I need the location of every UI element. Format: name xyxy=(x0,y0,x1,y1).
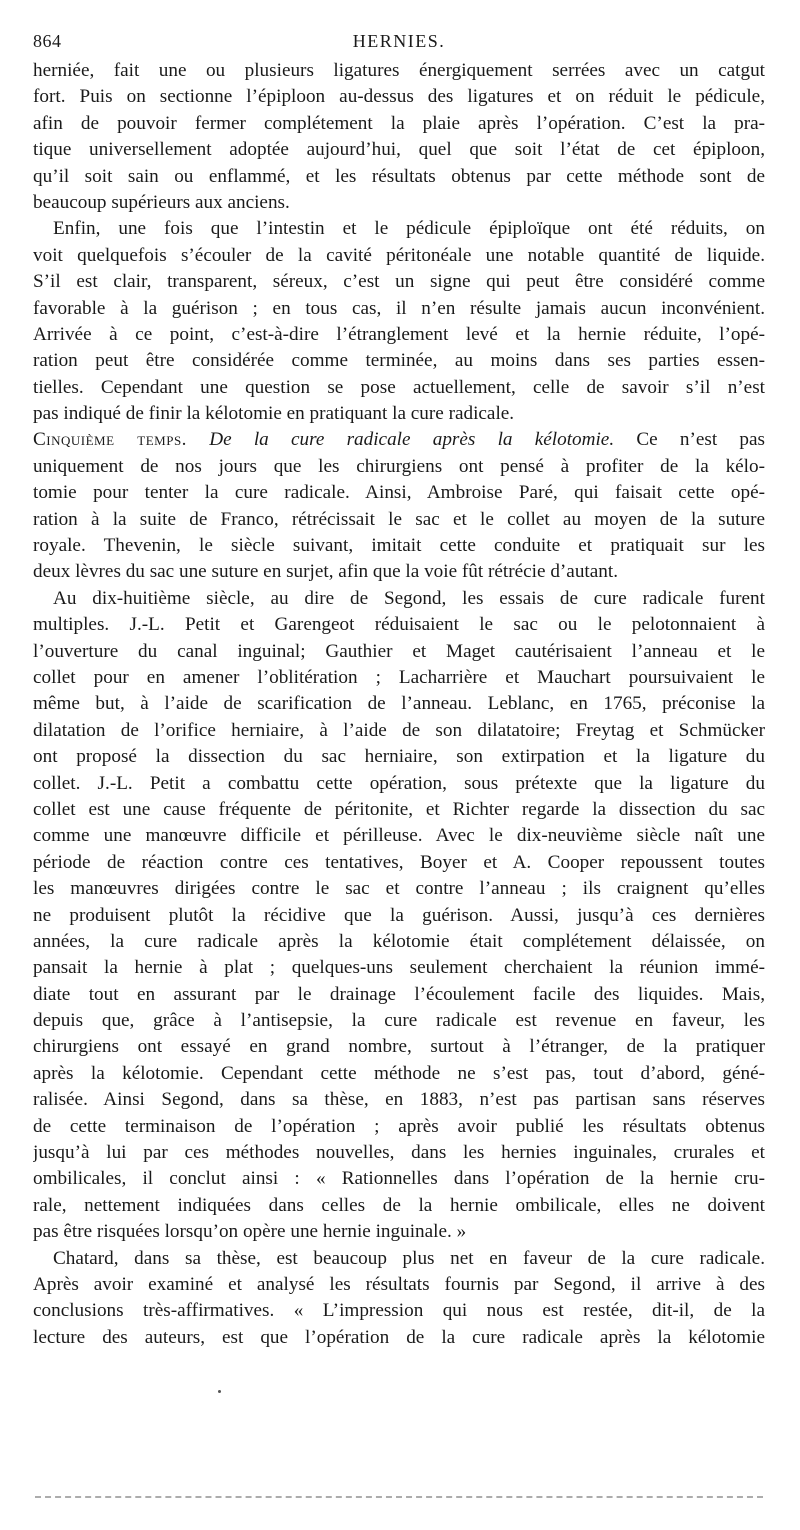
text-line: conclusions très-affirmatives. « L’impression qui nous est restée, dit-il, de la xyxy=(33,1300,765,1322)
text-line: collet est une cause fréquente de péritonite, et Richter regarde la dissection du sac xyxy=(33,798,765,820)
text-line: deux lèvres du sac une suture en surjet, afin que la voie fût rétrécie d’autant. xyxy=(33,561,618,583)
text-line: pansait la hernie à plat ; quelques-uns seulement cherchaient la réunion immé- xyxy=(33,957,765,979)
text-line: lecture des auteurs, est que l’opération de la cure radicale après la kélotomie xyxy=(33,1326,765,1348)
text-line: herniée, fait une ou plusieurs ligatures énergiquement serrées avec un catgut xyxy=(33,60,765,81)
section-heading-line xyxy=(33,427,765,453)
text-line: qu’il soit sain ou enflammé, et les résultats obtenus par cette méthode sont de xyxy=(33,165,765,187)
text-line: tique universellement adoptée aujourd’hui, quel que soit l’état de cet épiploon, xyxy=(33,139,765,161)
text-line: après la kélotomie. Cependant cette méthode ne s’est pas, tout d’abord, géné- xyxy=(33,1062,765,1084)
stray-ink-dot xyxy=(218,1390,221,1393)
text-line: tielles. Cependant une question se pose actuellement, celle de savoir s’il n’est xyxy=(33,376,765,398)
text-line: collet. J.-L. Petit a combattu cette opération, sous prétexte que la ligature du xyxy=(33,772,765,794)
text-line: ralisée. Ainsi Segond, dans sa thèse, en 1883, n’est pas partisan sans réserves xyxy=(33,1089,765,1111)
text-line: favorable à la guérison ; en tous cas, il n’en résulte jamais aucun inconvénient. xyxy=(33,297,765,319)
text-line: rale, nettement indiquées dans celles de la hernie ombilicale, elles ne doivent xyxy=(33,1194,765,1216)
text-line: pas indiqué de finir la kélotomie en pratiquant la cure radicale. xyxy=(33,403,515,425)
text-line: même but, à l’aide de scarification de l’anneau. Leblanc, en 1765, préconise la xyxy=(33,693,765,715)
text-line: afin de pouvoir fermer complétement la plaie après l’opération. C’est la pra- xyxy=(33,112,765,134)
text-line: S’il est clair, transparent, séreux, c’est un signe qui peut être considéré comme xyxy=(33,271,765,293)
page-number: 864 xyxy=(33,31,62,51)
text-line: uniquement de nos jours que les chirurgiens ont pensé à profiter de la kélo- xyxy=(33,455,765,477)
text-line: tomie pour tenter la cure radicale. Ainsi, Ambroise Paré, qui faisait cette opé- xyxy=(33,482,765,504)
text-line: années, la cure radicale après la kélotomie était complétement délaissée, on xyxy=(33,930,765,952)
text-line: jusqu’à lui par ces méthodes nouvelles, dans les hernies inguinales, crurales et xyxy=(33,1142,765,1164)
text-line: Enfin, une fois que l’intestin et le pédicule épiploïque ont été réduits, on xyxy=(53,218,765,240)
text-line: période de réaction contre ces tentatives, Boyer et A. Cooper repoussent toutes xyxy=(33,851,765,873)
text-line: ration peut être considérée comme terminée, au moins dans ses parties essen- xyxy=(33,350,765,372)
text-line: Arrivée à ce point, c’est-à-dire l’étranglement levé et la hernie réduite, l’opé- xyxy=(33,323,765,345)
body-text xyxy=(33,58,765,1351)
running-head xyxy=(33,28,765,58)
text-line: fort. Puis on sectionne l’épiploon au-dessus des ligatures et on réduit le pédicule, xyxy=(33,86,765,108)
text-line: dilatation de l’orifice herniaire, à l’aide de son dilatatoire; Freytag et Schmücker xyxy=(33,719,765,741)
text-line: Chatard, dans sa thèse, est beaucoup plus net en faveur de la cure radicale. xyxy=(53,1247,765,1269)
footer-rule xyxy=(35,1496,763,1498)
text-line: beaucoup supérieurs aux anciens. xyxy=(33,191,290,213)
text-line: ont proposé la dissection du sac herniaire, son extirpation et la ligature du xyxy=(33,746,765,768)
text-line: ombilicales, il conclut ainsi : « Rationnelles dans l’opération de la hernie cru- xyxy=(33,1168,765,1190)
text-line: collet pour en amener l’oblitération ; Lacharrière et Mauchart poursuivaient le xyxy=(33,666,765,688)
text-line: chirurgiens ont essayé en grand nombre, surtout à l’étranger, de la pratiquer xyxy=(33,1036,765,1058)
text-line: les manœuvres dirigées contre le sac et contre l’anneau ; ils craignent qu’elles xyxy=(33,878,765,900)
text-line: l’ouverture du canal inguinal; Gauthier et Maget cautérisaient l’anneau et le xyxy=(33,640,765,662)
text-line: depuis que, grâce à l’antisepsie, la cure radicale est revenue en faveur, les xyxy=(33,1010,765,1032)
text-line: Après avoir examiné et analysé les résultats fournis par Segond, il arrive à des xyxy=(33,1273,765,1295)
text-line: royale. Thevenin, le siècle suivant, imitait cette conduite et pratiquait sur les xyxy=(33,535,765,557)
text-line: comme une manœuvre difficile et périlleuse. Avec le dix-neuvième siècle naît une xyxy=(33,825,765,847)
section-title: De la cure radicale après la kélotomie. xyxy=(209,429,615,451)
text-line: voit quelquefois s’écouler de la cavité péritonéale une notable quantité de liquide. xyxy=(33,244,765,266)
section-label: Cinquième temps. xyxy=(33,429,187,451)
text-line: Au dix-huitième siècle, au dire de Segond, les essais de cure radicale furent xyxy=(53,587,765,609)
text-line: de cette terminaison de l’opération ; après avoir publié les résultats obtenus xyxy=(33,1115,765,1137)
text-line: ne produisent plutôt la récidive que la guérison. Aussi, jusqu’à ces dernières xyxy=(33,904,765,926)
text-line: multiples. J.-L. Petit et Garengeot réduisaient le sac ou le pelotonnaient à xyxy=(33,614,765,636)
text-line: diate tout en assurant par le drainage l’écoulement facile des liquides. Mais, xyxy=(33,983,765,1005)
text-line: pas être risquées lorsqu’on opère une hernie inguinale. » xyxy=(33,1221,467,1243)
book-page xyxy=(33,28,765,1351)
running-title: HERNIES. xyxy=(352,31,446,51)
text-line: ration à la suite de Franco, rétrécissait le sac et le collet au moyen de la suture xyxy=(33,508,765,530)
section-heading-text: Ce n’est pas xyxy=(636,429,765,451)
